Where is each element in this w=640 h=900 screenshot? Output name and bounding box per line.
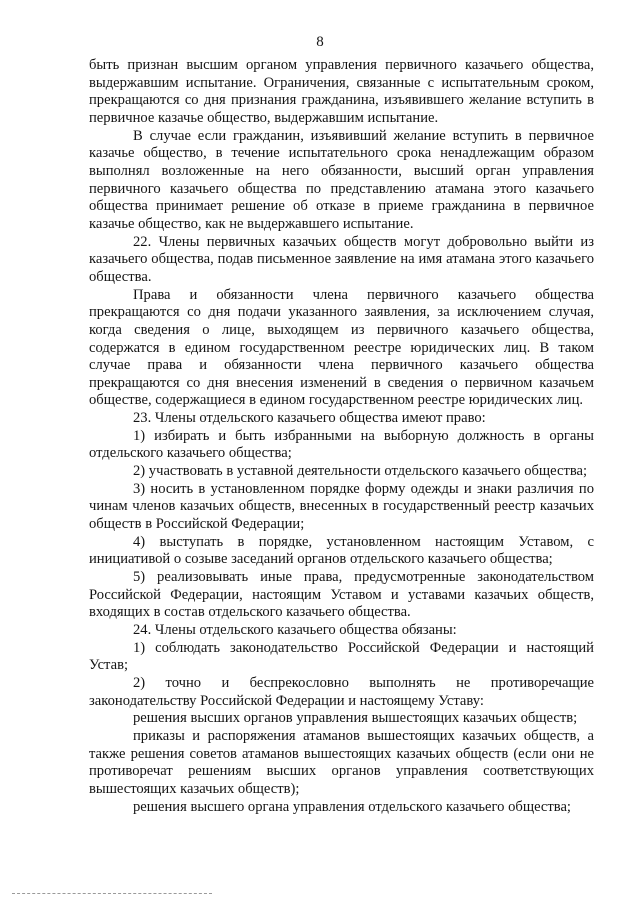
sub-item-highest-body-decisions: решения высшего органа управления отдельского казачьего общества; bbox=[133, 798, 571, 815]
paragraph-continuation: быть признан высшим органом управления первичного казачьего общества, выдержавшим испытание. Ограничения, связанные с испытательным сроком, прекращаются со дня признания гражданина, изъявившего желание вступить в первичное казачье общество, выдержавшим испытание. bbox=[89, 57, 594, 126]
paragraph-item-23: 23. Члены отдельского казачьего общества имеют право: bbox=[133, 410, 486, 427]
footer-rule bbox=[12, 893, 212, 894]
paragraph-rights-termination: Права и обязанности члена первичного казачьего общества прекращаются со дня подачи указанного заявления, за исключением случая, когда сведения о лице, выходящем из первичного казачьего общества, содержатся в едином государственном реестре юридических лиц. В таком случае права и обязанности члена первичного казачьего общества прекращаются со дня внесения изменений в сведения о первичном казачьем обществе, содержащиеся в едином государственном реестре юридических лиц. bbox=[89, 286, 594, 409]
list-item-23-5: 5) реализовывать иные права, предусмотренные законодательством Российской Федерации, настоящим Уставом и уставами казачьих обществ, входящих в состав отдельского казачьего общества. bbox=[89, 569, 594, 621]
paragraph-item-24: 24. Члены отдельского казачьего общества обязаны: bbox=[133, 622, 457, 638]
list-item-24-2: 2) точно и беспрекословно выполнять не противоречащие законодательству Российской Федерации и настоящему Уставу: bbox=[89, 674, 594, 709]
body-text bbox=[89, 57, 594, 816]
list-item-23-1: 1) избирать и быть избранными на выборную должность в органы отдельского казачьего общества; bbox=[89, 427, 594, 462]
list-item-23-3: 3) носить в установленном порядке форму одежды и знаки различия по чинам членов казачьих обществ, внесенных в государственный реестр казачьих обществ в Российской Федерации; bbox=[89, 480, 594, 533]
list-item-23-2: 2) участвовать в уставной деятельности отдельского казачьего общества; bbox=[133, 463, 588, 480]
sub-item-higher-bodies: решения высших органов управления вышестоящих казачьих обществ; bbox=[133, 710, 578, 727]
paragraph-refusal-case: В случае если гражданин, изъявивший желание вступить в первичное казачье общество, в течение испытательного срока ненадлежащим образом выполнял возложенные на него обязанности, высший орган управления первичного казачьего общества по представлению атамана этого казачьего общества принимает решение об отказе в приеме гражданина в первичное казачье общество, как не выдержавшего испытание. bbox=[89, 127, 594, 232]
paragraph-item-22: 22. Члены первичных казачьих обществ могут добровольно выйти из казачьего общества, подав письменное заявление на имя атамана этого казачьего общества. bbox=[89, 233, 594, 285]
list-item-23-4: 4) выступать в порядке, установленном настоящим Уставом, с инициативой о созыве заседаний органов отдельского казачьего общества; bbox=[89, 533, 594, 568]
page-number: 8 bbox=[316, 34, 324, 50]
sub-item-orders-atamans: приказы и распоряжения атаманов вышестоящих казачьих обществ, а также решения советов атаманов вышестоящих казачьих обществ (если они не противоречат решениям высших органов управления соответствующих вышестоящих казачьих обществ); bbox=[89, 727, 594, 797]
list-item-24-1: 1) соблюдать законодательство Российской Федерации и настоящий Устав; bbox=[89, 639, 594, 674]
